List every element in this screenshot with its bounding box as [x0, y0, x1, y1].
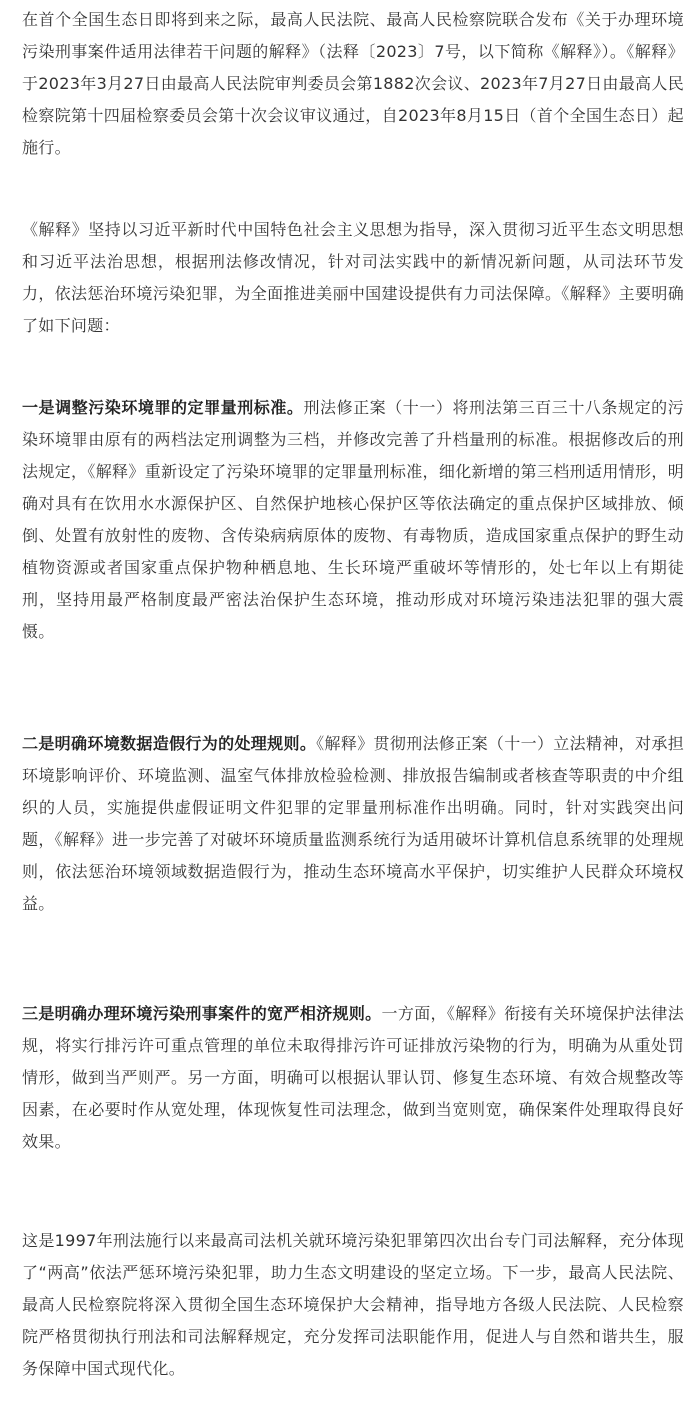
- paragraph-point-three: [22, 998, 684, 1158]
- paragraph-text: 这是1997年刑法施行以来最高司法机关就环境污染犯罪第四次出台专门司法解释，充分体现了“两高”依法严惩环境污染犯罪，助力生态文明建设的坚定立场。下一步，最高人民法院、最高人民检察院将深入贯彻全国生态环境保护大会精神，指导地方各级人民法院、人民检察院严格贯彻执行刑法和司法解释规定，充分发挥司法职能作用，促进人与自然和谐共生，服务保障中国式现代化。: [22, 1231, 684, 1378]
- paragraph-text: 刑法修正案（十一）将刑法第三百三十八条规定的污染环境罪由原有的两档法定刑调整为三档，并修改完善了升档量刑的标准。根据修改后的刑法规定，《解释》重新设定了污染环境罪的定罪量刑标准，细化新增的第三档刑适用情形，明确对具有在饮用水水源保护区、自然保护地核心保护区等依法确定的重点保护区域排放、倾倒、处置有放射性的废物、含传染病病原体的废物、有毒物质，造成国家重点保护的野生动植物资源或者国家重点保护物种栖息地、生长环境严重破坏等情形的，处七年以上有期徒刑，坚持用最严格制度最严密法治保护生态环境，推动形成对环境污染违法犯罪的强大震慑。: [22, 398, 684, 641]
- paragraph-lead: 二是明确环境数据造假行为的处理规则。: [22, 734, 317, 753]
- paragraph-lead: 一是调整污染环境罪的定罪量刑标准。: [22, 398, 304, 417]
- paragraph-text: 在首个全国生态日即将到来之际，最高人民法院、最高人民检察院联合发布《关于办理环境污染刑事案件适用法律若干问题的解释》（法释〔2023〕7号，以下简称《解释》）。《解释》于2023年3月27日由最高人民法院审判委员会第1882次会议、2023年7月27日由最高人民检察院第十四届检察委员会第十次会议审议通过，自2023年8月15日（首个全国生态日）起施行。: [22, 10, 684, 157]
- paragraph-text: 《解释》贯彻刑法修正案（十一）立法精神，对承担环境影响评价、环境监测、温室气体排放检验检测、排放报告编制或者核查等职责的中介组织的人员，实施提供虚假证明文件犯罪的定罪量刑标准作出明确。同时，针对实践突出问题，《解释》进一步完善了对破坏环境质量监测系统行为适用破坏计算机信息系统罪的处理规则，依法惩治环境领域数据造假行为，推动生态环境高水平保护，切实维护人民群众环境权益。: [22, 734, 685, 913]
- paragraph-point-two: [22, 728, 684, 920]
- paragraph-lead: 三是明确办理环境污染刑事案件的宽严相济规则。: [22, 1004, 382, 1023]
- paragraph-text: 《解释》坚持以习近平新时代中国特色社会主义思想为指导，深入贯彻习近平生态文明思想和习近平法治思想，根据刑法修改情况，针对司法实践中的新情况新问题，从司法环节发力，依法惩治环境污染犯罪，为全面推进美丽中国建设提供有力司法保障。《解释》主要明确了如下问题：: [22, 220, 684, 335]
- paragraph-point-one: [22, 392, 684, 648]
- paragraph-guidance: [22, 214, 684, 342]
- paragraph-intro: [22, 4, 684, 164]
- paragraph-conclusion: [22, 1225, 684, 1385]
- paragraph-text: 一方面，《解释》衔接有关环境保护法律法规，将实行排污许可重点管理的单位未取得排污许可证排放污染物的行为，明确为从重处罚情形，做到当严则严。另一方面，明确可以根据认罪认罚、修复生态环境、有效合规整改等因素，在必要时作从宽处理，体现恢复性司法理念，做到当宽则宽，确保案件处理取得良好效果。: [22, 1004, 684, 1151]
